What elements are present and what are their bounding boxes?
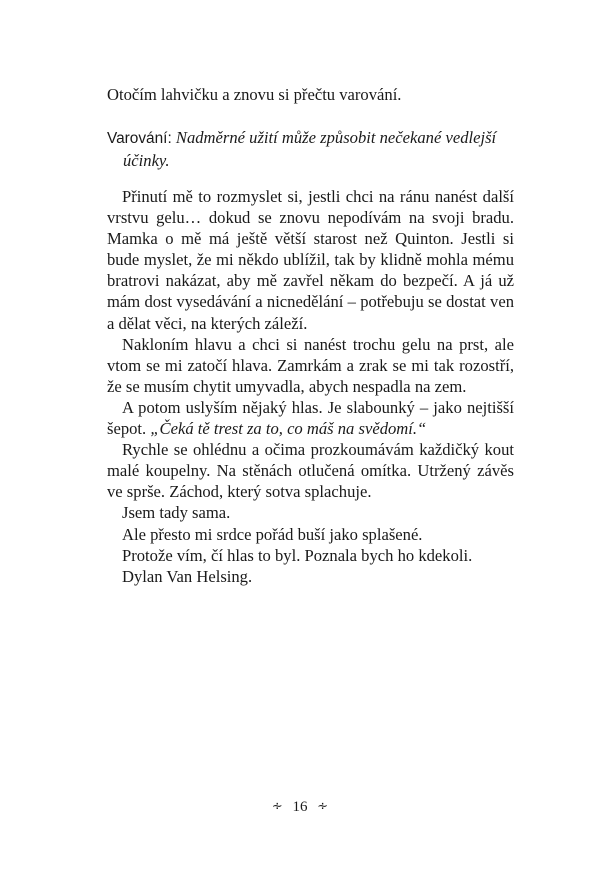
warning-block (107, 127, 523, 172)
page-number: 16 (292, 798, 308, 815)
paragraph: Protože vím, čí hlas to byl. Poznala bych ho kdekoli. (122, 545, 473, 565)
paragraph: Jsem tady sama. (122, 503, 231, 523)
whisper-quote: „Čeká tě trest za to, co máš na svědomí.“ (150, 419, 427, 439)
paragraph-whisper (107, 397, 514, 439)
paragraph: Ale přesto mi srdce pořád buší jako splašené. (122, 524, 423, 544)
ornament-right-icon: ∻ (317, 798, 329, 814)
ornament-left-icon: ∻ (271, 798, 283, 814)
body-text (107, 186, 514, 587)
whisper-text: A potom uslyším nějaký hlas. Je slabounký – jako nejtišší šepot. (107, 397, 514, 439)
warning-label: Varování: (107, 130, 172, 147)
paragraph: Rychle se ohlédnu a očima prozkoumávám každičký kout malé koupelny. Na stěnách otlučená omítka. Utržený závěs ve sprše. Záchod, který sotva splachuje. (107, 440, 514, 502)
paragraph: Dylan Van Helsing. (122, 566, 253, 586)
paragraph: Přinutí mě to rozmyslet si, jestli chci na ránu nanést další vrstvu gelu… dokud se znovu nepodívám na svoji bradu. Mamka o mě má ještě větší starost než Quinton. Jestli si bude myslet, že mi někdo ublížil, tak by klidně mohla mému bratrovi nakázat, aby mě zavřel někam do bezpečí. A já už mám dost vysedávání a nicnedělání – potřebuju se dostat ven a dělat věci, na kterých záleží. (107, 187, 514, 333)
intro-line: Otočím lahvičku a znovu si přečtu varování. (107, 85, 402, 104)
page-footer (0, 796, 600, 817)
paragraph: Nakloním hlavu a chci si nanést trochu gelu na prst, ale vtom se mi zatočí hlava. Zamrkám a zrak se mi tak rozostří, že se musím chytit umyvadla, abych nespadla na zem. (107, 334, 514, 396)
warning-text: Nadměrné užití může způsobit nečekané vedlejší účinky. (123, 128, 497, 170)
